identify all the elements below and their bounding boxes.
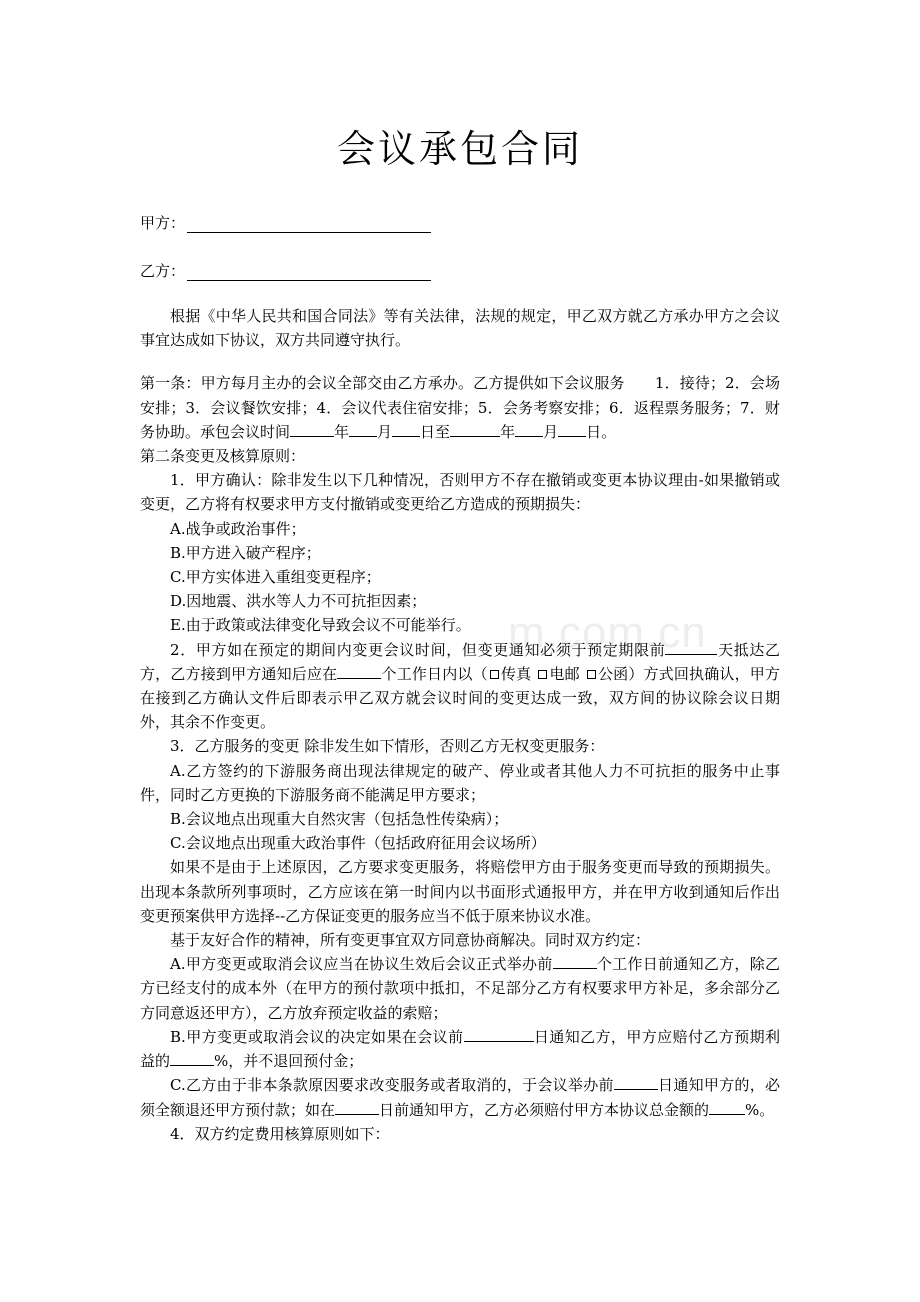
clause-3-item: C.会议地点出现重大政治事件（包括政府征用会议场所） [170,834,546,853]
blank-field[interactable] [337,664,381,679]
clause-3: 3．乙方服务的变更 除非发生如下情形，否则乙方无权变更服务： [170,737,605,756]
blank-field[interactable] [392,422,420,437]
contract-body [140,304,780,1146]
checkbox-icon[interactable] [490,670,499,679]
preamble: 根据《中华人民共和国合同法》等有关法律，法规的规定，甲乙双方就乙方承办甲方之会议事宜达成如下协议，双方共同遵守执行。 [140,307,780,350]
clause-1-item: A.战争或政治事件； [170,519,306,538]
clause-3-item: A.乙方签约的下游服务商出现法律规定的破产、停业或者其他人力不可抗拒的服务中止事件，同时乙方更换的下游服务商不能满足甲方要求； [140,761,780,804]
article-2-heading: 第二条变更及核算原则： [140,447,306,466]
document-title: 会议承包合同 [336,127,583,171]
clause-1-item: E.由于政策或法律变化导致会议不可能举行。 [170,616,471,635]
party-a-blank[interactable] [187,216,431,233]
agreement-b: B.甲方变更或取消会议的决定如果在会议前 日通知乙方，甲方应赔付乙方预期利益的 %，并不退回预付金； [140,1027,780,1071]
agreement-a: A.甲方变更或取消会议应当在协议生效后会议正式举办前 个工作日前通知乙方，除乙方已经支付的成本外（在甲方的预付款项中抵扣，不足部分乙方有权要求甲方补足，多余部分乙方同意返还甲方），乙方放弃预定收益的索赔； [140,955,780,1022]
blank-field[interactable] [464,1027,534,1042]
clause-3-tail: 如果不是由于上述原因，乙方要求变更服务，将赔偿甲方由于服务变更而导致的预期损失。出现本条款所列事项时，乙方应该在第一时间内以书面形式通报甲方，并在甲方收到通知后作出变更预案供甲方选择--乙方保证变更的服务应当不低于原来协议水准。 [140,858,780,925]
party-a-line [140,212,431,233]
party-a-label: 甲方： [140,214,186,232]
blank-field[interactable] [515,422,543,437]
clause-1-item: C.甲方实体进入重组变更程序； [170,568,381,587]
clause-4: 4．双方约定费用核算原则如下： [170,1124,390,1143]
clause-3-item: B.会议地点出现重大自然灾害（包括急性传染病）； [170,810,509,829]
blank-field[interactable] [335,1100,379,1115]
party-b-label: 乙方： [140,262,186,280]
clause-2: 2．甲方如在预定的期间内变更会议时间，但变更通知必须于预定期限前 天抵达乙方，乙方接到甲方通知后应在 个工作日内以（ 传真 电邮 公函）方式回执确认，甲方在接到乙方确认文件后即表示甲乙双方就会议时间的变更达成一致，双方间的协议除会议日期外，其余不作变更。 [140,640,780,732]
blank-field[interactable] [170,1051,214,1066]
watermark: m.com.cn [508,608,707,657]
blank-field[interactable] [665,640,717,655]
party-b-line [140,260,431,281]
blank-field[interactable] [709,1100,745,1115]
blank-field[interactable] [349,422,377,437]
blank-field[interactable] [553,954,597,969]
goodwill-paragraph: 基于友好合作的精神，所有变更事宜双方同意协商解决。同时双方约定： [170,931,651,950]
blank-field[interactable] [450,422,500,437]
article-1: 第一条：甲方每月主办的会议全部交由乙方承办。乙方提供如下会议服务 1．接待；2．会场安排；3．会议餐饮安排；4．会议代表住宿安排；5．会务考察安排；6．返程票务服务；7．财务协助。承包会议时间 年 月 日至 年 月 日。 [140,374,780,441]
checkbox-icon[interactable] [538,670,547,679]
blank-field[interactable] [290,422,334,437]
checkbox-icon[interactable] [587,670,596,679]
party-b-blank[interactable] [187,264,431,281]
blank-field[interactable] [558,422,586,437]
clause-1: 1．甲方确认：除非发生以下几种情况，否则甲方不存在撤销或变更本协议理由-如果撤销或变更，乙方将有权要求甲方支付撤销或变更给乙方造成的预期损失： [140,471,780,514]
agreement-c: C.乙方由于非本条款原因要求改变服务或者取消的，于会议举办前 日通知甲方的，必须全额退还甲方预付款；如在 日前通知甲方，乙方必须赔付甲方本协议总金额的 %。 [140,1076,780,1119]
clause-1-item: D.因地震、洪水等人力不可抗拒因素； [170,592,427,611]
clause-1-item: B.甲方进入破产程序； [170,543,321,562]
blank-field[interactable] [614,1075,658,1090]
